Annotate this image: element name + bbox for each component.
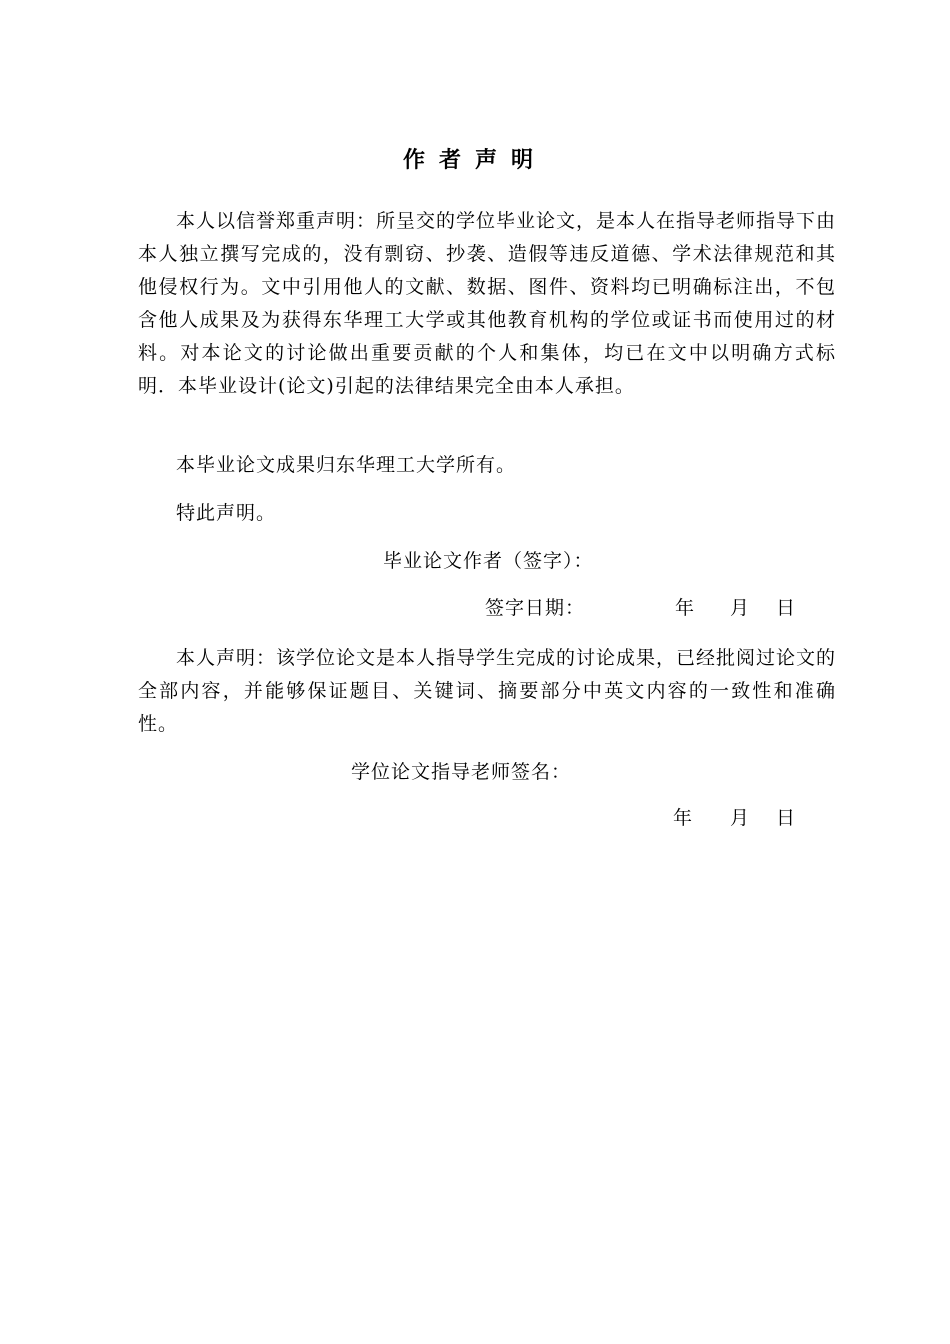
author-date-year: 年 (675, 597, 695, 619)
declaration-paragraph: 本人以信誉郑重声明：所呈交的学位毕业论文，是本人在指导老师指导下由本人独立撰写完成的，没有剽窃、抄袭、造假等违反道德、学术法律规范和其他侵权行为。文中引用他人的文献、数据、图件、资料均已明确标注出，不包含他人成果及为获得东华理工大学或其他教育机构的学位或证书而使用过的材料。对本论文的讨论做出重要贡献的个人和集体，均已在文中以明确方式标明．本毕业设计(论文)引起的法律结果完全由本人承担。 (138, 210, 837, 397)
advisor-date-day: 日 (776, 807, 796, 829)
advisor-declaration-paragraph: 本人声明：该学位论文是本人指导学生完成的讨论成果，已经批阅过论文的全部内容，并能够保证题目、关键词、摘要部分中英文内容的一致性和准确性。 (138, 647, 837, 735)
advisor-date-year: 年 (673, 807, 693, 829)
page-title: 作者声明 (402, 147, 547, 173)
ownership-paragraph: 本毕业论文成果归东华理工大学所有。 (176, 454, 517, 476)
author-date-month: 月 (730, 597, 750, 619)
author-signature-label: 毕业论文作者（签字）： (383, 550, 594, 572)
advisor-date-month: 月 (730, 807, 750, 829)
special-statement: 特此声明。 (176, 502, 277, 524)
author-date-day: 日 (776, 597, 796, 619)
advisor-signature-label: 学位论文指导老师签名： (351, 761, 572, 783)
signature-date-label: 签字日期： (485, 597, 586, 619)
